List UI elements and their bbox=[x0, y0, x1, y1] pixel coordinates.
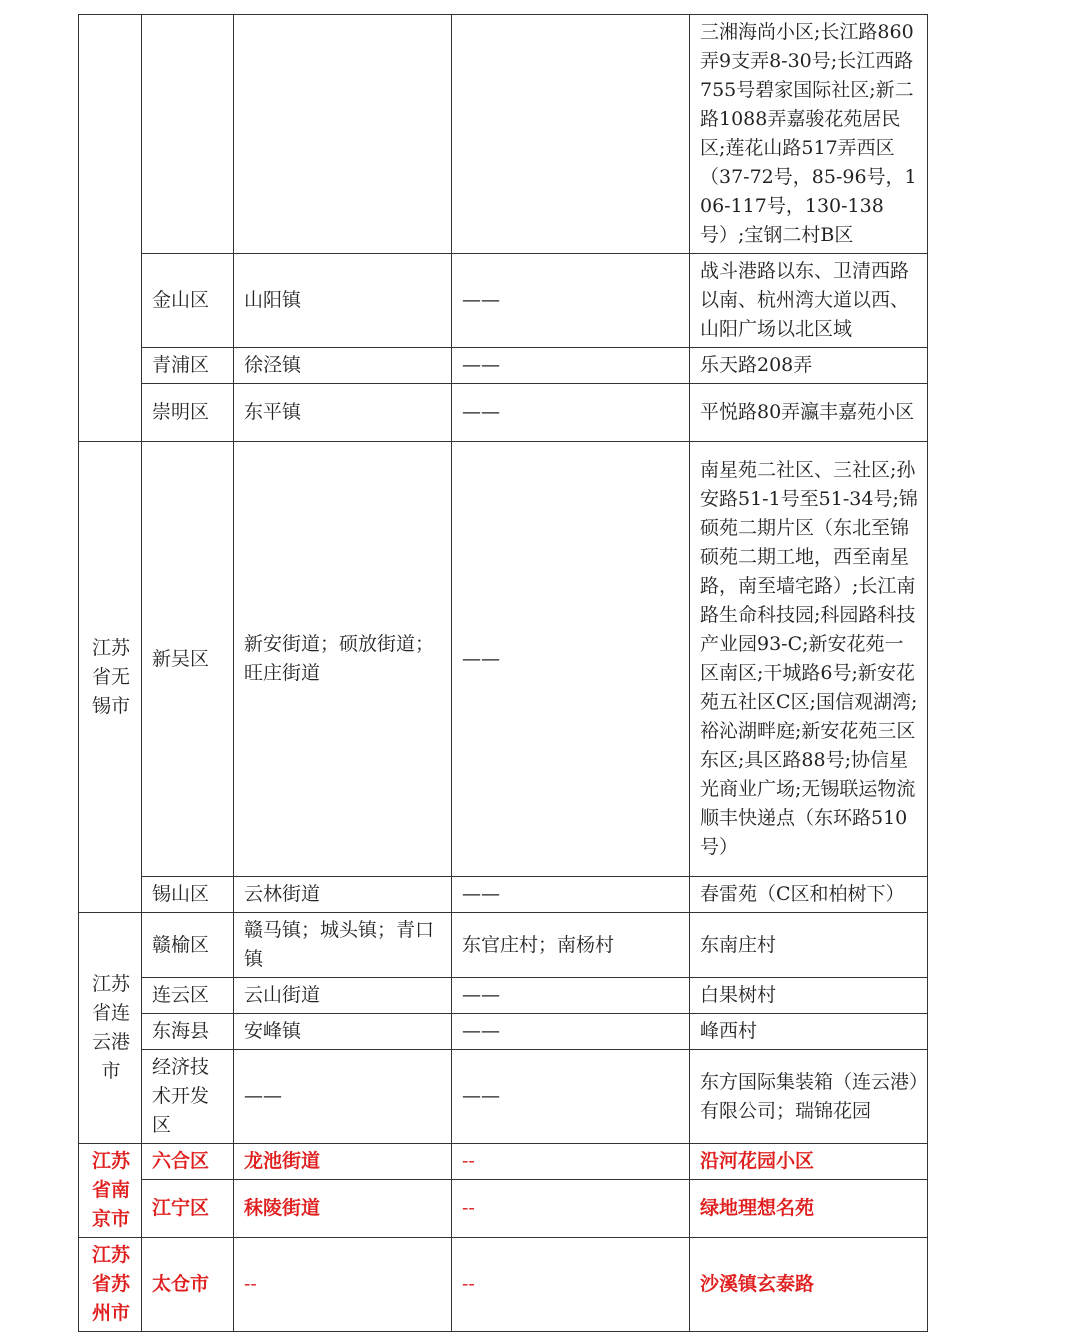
district-cell: 崇明区 bbox=[142, 384, 234, 442]
village-cell: —— bbox=[452, 348, 690, 384]
village-cell: -- bbox=[452, 1238, 690, 1332]
district-cell: 江宁区 bbox=[142, 1180, 234, 1238]
table-row bbox=[79, 877, 928, 913]
risk-area-table bbox=[78, 14, 928, 1332]
table-row bbox=[79, 15, 928, 254]
village-cell: —— bbox=[452, 384, 690, 442]
village-cell: -- bbox=[452, 1180, 690, 1238]
city-cell: 江苏省苏州市 bbox=[79, 1238, 142, 1332]
table-row bbox=[79, 442, 928, 877]
village-cell: -- bbox=[452, 1144, 690, 1180]
district-cell: 六合区 bbox=[142, 1144, 234, 1180]
table-row bbox=[79, 1014, 928, 1050]
town-cell: 云林街道 bbox=[234, 877, 452, 913]
area-cell: 沙溪镇玄泰路 bbox=[690, 1238, 928, 1332]
area-cell: 白果树村 bbox=[690, 978, 928, 1014]
city-cell: 江苏省连云港市 bbox=[79, 913, 142, 1144]
district-cell: 东海县 bbox=[142, 1014, 234, 1050]
area-cell: 三湘海尚小区;长江路860弄9支弄8-30号;长江西路755号碧家国际社区;新二路1088弄嘉骏花苑居民区;莲花山路517弄西区（37-72号，85-96号，106-117号，130-138号）;宝钢二村B区 bbox=[690, 15, 928, 254]
town-cell: 徐泾镇 bbox=[234, 348, 452, 384]
village-cell: —— bbox=[452, 877, 690, 913]
town-cell: —— bbox=[234, 1050, 452, 1144]
area-cell: 乐天路208弄 bbox=[690, 348, 928, 384]
table-row bbox=[79, 384, 928, 442]
district-cell: 金山区 bbox=[142, 254, 234, 348]
table-row bbox=[79, 1238, 928, 1332]
district-cell: 青浦区 bbox=[142, 348, 234, 384]
area-cell: 战斗港路以东、卫清西路以南、杭州湾大道以西、山阳广场以北区域 bbox=[690, 254, 928, 348]
town-cell: 东平镇 bbox=[234, 384, 452, 442]
town-cell: 山阳镇 bbox=[234, 254, 452, 348]
city-cell bbox=[79, 15, 142, 442]
table-row bbox=[79, 348, 928, 384]
area-cell: 东南庄村 bbox=[690, 913, 928, 978]
town-cell: -- bbox=[234, 1238, 452, 1332]
district-cell bbox=[142, 15, 234, 254]
table-row bbox=[79, 1050, 928, 1144]
table-row bbox=[79, 1180, 928, 1238]
town-cell: 云山街道 bbox=[234, 978, 452, 1014]
area-cell: 沿河花园小区 bbox=[690, 1144, 928, 1180]
town-cell: 龙池街道 bbox=[234, 1144, 452, 1180]
city-cell: 江苏省南京市 bbox=[79, 1144, 142, 1238]
area-cell: 春雷苑（C区和柏树下） bbox=[690, 877, 928, 913]
area-cell: 东方国际集装箱（连云港）有限公司；瑞锦花园 bbox=[690, 1050, 928, 1144]
area-cell: 绿地理想名苑 bbox=[690, 1180, 928, 1238]
village-cell: —— bbox=[452, 442, 690, 877]
district-cell: 新吴区 bbox=[142, 442, 234, 877]
table-row bbox=[79, 913, 928, 978]
table-row bbox=[79, 1144, 928, 1180]
area-cell: 平悦路80弄瀛丰嘉苑小区 bbox=[690, 384, 928, 442]
village-cell bbox=[452, 15, 690, 254]
village-cell: —— bbox=[452, 254, 690, 348]
district-cell: 锡山区 bbox=[142, 877, 234, 913]
district-cell: 经济技术开发区 bbox=[142, 1050, 234, 1144]
area-cell: 峰西村 bbox=[690, 1014, 928, 1050]
table-row bbox=[79, 254, 928, 348]
village-cell: —— bbox=[452, 1014, 690, 1050]
table-row bbox=[79, 978, 928, 1014]
town-cell: 秣陵街道 bbox=[234, 1180, 452, 1238]
city-cell: 江苏省无锡市 bbox=[79, 442, 142, 913]
district-cell: 太仓市 bbox=[142, 1238, 234, 1332]
town-cell bbox=[234, 15, 452, 254]
town-cell: 赣马镇；城头镇；青口镇 bbox=[234, 913, 452, 978]
village-cell: 东官庄村；南杨村 bbox=[452, 913, 690, 978]
district-cell: 赣榆区 bbox=[142, 913, 234, 978]
town-cell: 安峰镇 bbox=[234, 1014, 452, 1050]
district-cell: 连云区 bbox=[142, 978, 234, 1014]
area-cell: 南星苑二社区、三社区;孙安路51-1号至51-34号;锦硕苑二期片区（东北至锦硕苑二期工地，西至南星路，南至墙宅路）;长江南路生命科技园;科园路科技产业园93-C;新安花苑一区南区;干城路6号;新安花苑五社区C区;国信观湖湾;裕沁湖畔庭;新安花苑三区东区;具区路88号;协信星光商业广场;无锡联运物流顺丰快递点（东环路510号） bbox=[690, 442, 928, 877]
town-cell: 新安街道；硕放街道；旺庄街道 bbox=[234, 442, 452, 877]
village-cell: —— bbox=[452, 1050, 690, 1144]
village-cell: —— bbox=[452, 978, 690, 1014]
